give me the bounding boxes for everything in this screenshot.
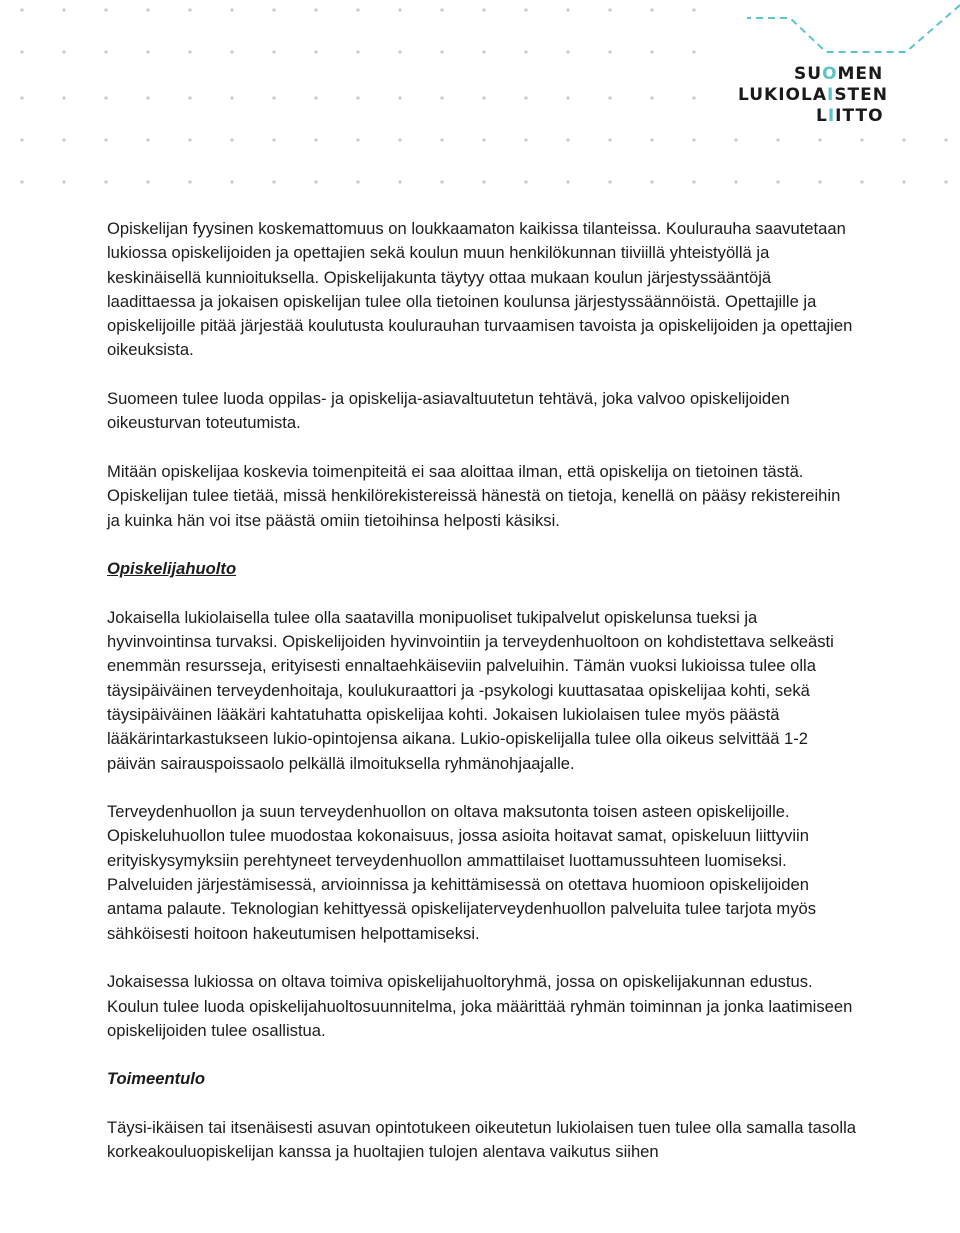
paragraph-health-care: Terveydenhuollon ja suun terveydenhuollon on oltava maksutonta toisen asteen opiskelijoille. Opiskeluhuollon tulee muodostaa kokonaisuus, jossa asioita hoitavat samat, opiskeluun liittyviin erityiskysymyksiin perehtyneet terveydenhuollon ammattilaiset luottamussuhteen luomiseksi. Palveluiden järjestämisessä, arvioinnissa ja kehittämisessä on otettava huomioon opiskelijoiden antama palaute. Teknologian kehittyessä opiskelijaterveydenhuollon palveluita tulee tarjota myös sähköisesti hoitoon hakeutumisen helpottamiseksi.	[107, 802, 817, 943]
section-heading-student-welfare: Opiskelijahuolto	[107, 559, 237, 579]
paragraph-student-allowance: Täysi-ikäisen tai itsenäisesti asuvan opintotukeen oikeutetun lukiolaisen tuen tulee olla samalla tasolla korkeakouluopiskelijan kanssa ja huoltajien tulojen alentava vaikutus siihen	[107, 1117, 857, 1162]
section-heading-livelihood: Toimeentulo	[107, 1069, 206, 1089]
document-body	[107, 217, 857, 1189]
paragraph-welfare-group: Jokaisessa lukiossa on oltava toimiva opiskelijahuoltoryhmä, jossa on opiskelijakunnan edustus. Koulun tulee luoda opiskelijahuoltosuunnitelma, joka määrittää ryhmän toiminnan ja jonka laatimiseen opiskelijoiden tulee osallistua.	[107, 972, 853, 1040]
paragraph-support-services: Jokaisella lukiolaisella tulee olla saatavilla monipuoliset tukipalvelut opiskelunsa tueksi ja hyvinvointinsa turvaksi. Opiskelijoiden hyvinvointiin ja terveydenhuoltoon on kohdistettava selkeästi enemmän resursseja, erityisesti ennaltaehkäiseviin palveluihin. Tämän vuoksi lukioissa tulee olla täysipäiväinen terveydenhoitaja, koulukuraattori ja -psykologi kuuttasataa opiskelijaa kohti, sekä täysipäiväinen lääkäri kahtatuhatta opiskelijaa kohti. Jokaisen lukiolaisen tulee myös päästä lääkärintarkastukseen lukio-opintojensa aikana. Lukio-opiskelijalla tulee olla oikeus selvittää 1-2 päivän sairauspoissaolo pelkällä ilmoituksella ryhmänohjaajalle.	[107, 607, 834, 773]
organization-logo: SUOMEN LUKIOLAISTEN LIITTO	[738, 64, 888, 126]
teal-line-decoration	[747, 5, 960, 52]
paragraph-ombudsman: Suomeen tulee luoda oppilas- ja opiskelija-asiavaltuutetun tehtävä, joka valvoo opiskelijoiden oikeusturvan toteutumista.	[107, 389, 790, 433]
paragraph-student-information: Mitään opiskelijaa koskevia toimenpiteitä ei saa aloittaa ilman, että opiskelija on tietoinen tästä. Opiskelijan tulee tietää, missä henkilörekistereissä hänestä on tietoja, kenellä on pääsy rekistereihin ja kuinka hän voi itse päästä omiin tietoihinsa helposti käsiksi.	[107, 461, 841, 530]
paragraph-student-safety: Opiskelijan fyysinen koskemattomuus on loukkaamaton kaikissa tilanteissa. Koulurauha saavutetaan lukiossa opiskelijoiden ja opettajien sekä koulun muun henkilökunnan tiiviillä yhteistyöllä ja keskinäisellä kunnioituksella. Opiskelijakunta täytyy ottaa mukaan koulun järjestyssääntöjä laadittaessa ja jokaisen opiskelijan tulee olla tietoinen koulunsa järjestyssäännöistä. Opettajille ja opiskelijoille pitää järjestää koulutusta koulurauhan turvaamisen tavoista ja opiskelijoiden ja opettajien oikeuksista.	[107, 219, 853, 360]
